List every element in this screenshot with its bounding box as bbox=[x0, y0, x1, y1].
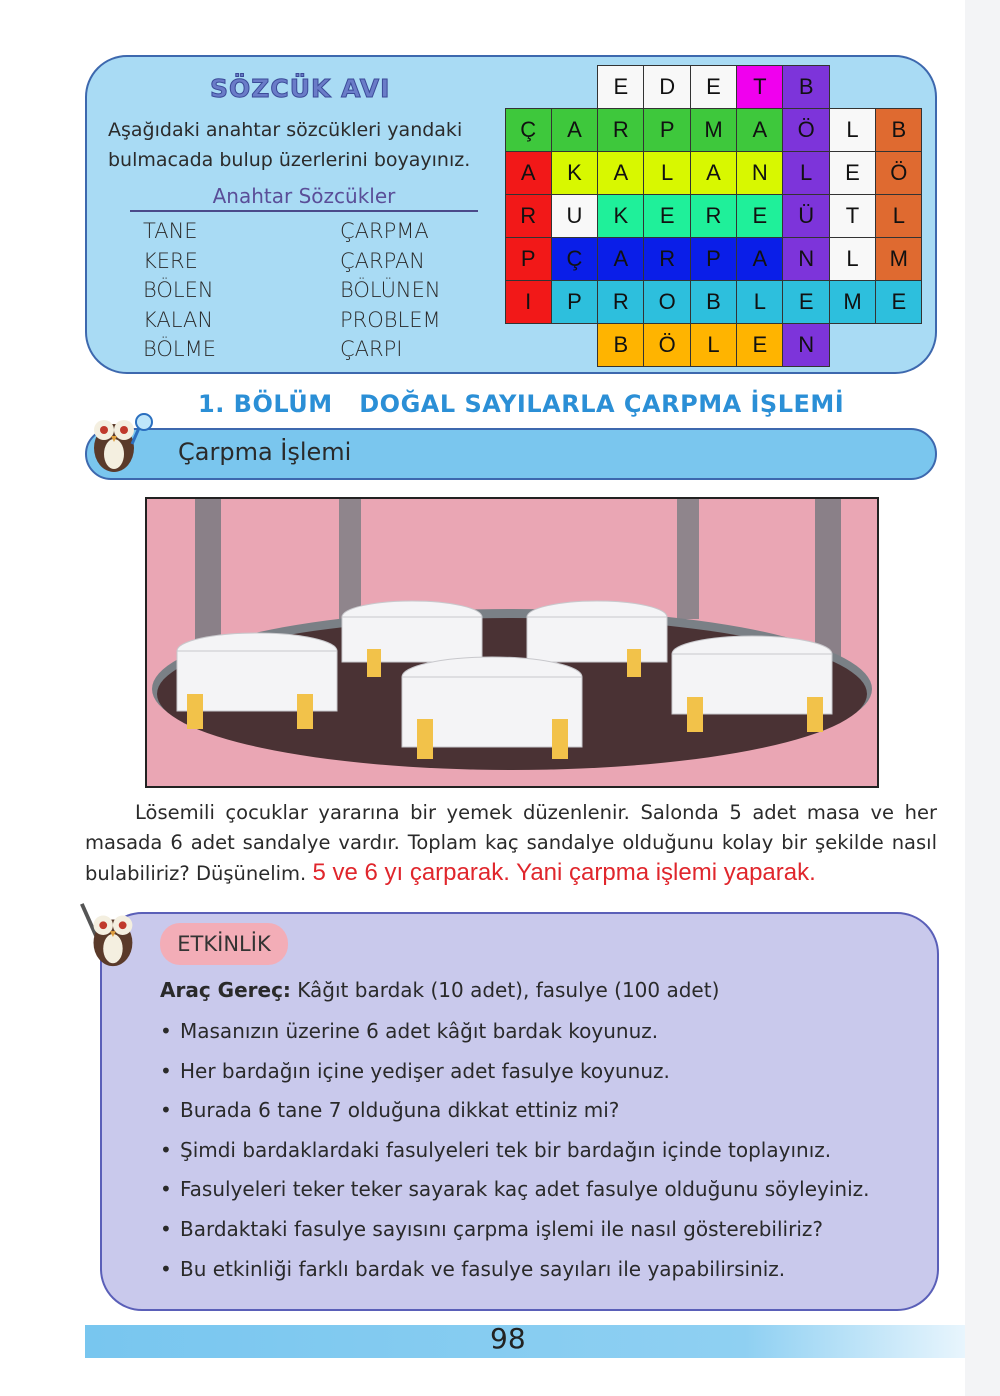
step-text: Fasulyeleri teker teker sayarak kaç adet fasulye olduğunu söyleyiniz. bbox=[180, 1177, 870, 1202]
activity-step bbox=[160, 1014, 870, 1054]
puzzle-cell: R bbox=[597, 280, 644, 324]
bullet-icon: • bbox=[160, 1256, 172, 1281]
puzzle-cell: D bbox=[643, 65, 690, 109]
page-number: 98 bbox=[490, 1322, 526, 1355]
puzzle-cell: M bbox=[875, 237, 922, 281]
puzzle-cell: E bbox=[597, 65, 644, 109]
step-text: Masanızın üzerine 6 adet kâğıt bardak koyunuz. bbox=[180, 1019, 659, 1043]
step-text: Burada 6 tane 7 olduğuna dikkat ettiniz mi? bbox=[180, 1098, 620, 1123]
puzzle-cell: B bbox=[782, 65, 829, 109]
puzzle-cell: E bbox=[782, 280, 829, 324]
puzzle-cell: N bbox=[782, 237, 829, 281]
problem-text: Lösemili çocuklar yararına bir yemek düzenlenir. Salonda 5 adet masa ve her masada 6 adet sandalye vardır. Toplam kaç sandalye olduğunu kolay bir şekilde nasıl bulabiliriz? Düşünelim. bbox=[85, 801, 937, 885]
keywords-right-column bbox=[340, 217, 441, 365]
puzzle-cell: M bbox=[690, 108, 737, 152]
instruction-line: Aşağıdaki anahtar sözcükleri yandaki bbox=[108, 119, 463, 141]
puzzle-cell: R bbox=[690, 194, 737, 238]
step-text: Her bardağın içine yedişer adet fasulye koyunuz. bbox=[180, 1058, 670, 1083]
empty-cell bbox=[875, 65, 922, 109]
keywords-heading: Anahtar Sözcükler bbox=[212, 184, 396, 208]
puzzle-cell: E bbox=[736, 323, 783, 367]
puzzle-cell: L bbox=[829, 108, 876, 152]
keyword: BÖLME bbox=[143, 337, 216, 361]
puzzle-cell: E bbox=[690, 65, 737, 109]
materials-text: Kâğıt bardak (10 adet), fasulye (100 adet) bbox=[297, 978, 720, 1002]
puzzle-cell: N bbox=[736, 151, 783, 195]
bullet-icon: • bbox=[160, 1137, 172, 1162]
puzzle-cell: P bbox=[643, 108, 690, 152]
bullet-icon: • bbox=[160, 1177, 172, 1202]
empty-cell bbox=[551, 323, 598, 367]
step-text: Bu etkinliği farklı bardak ve fasulye sayıları ile yapabilirsiniz. bbox=[180, 1256, 786, 1281]
puzzle-cell: R bbox=[505, 194, 552, 238]
banquet-hall-photo bbox=[145, 497, 879, 788]
puzzle-cell: Ç bbox=[505, 108, 552, 152]
puzzle-cell: E bbox=[829, 151, 876, 195]
puzzle-cell: M bbox=[829, 280, 876, 324]
puzzle-cell: L bbox=[690, 323, 737, 367]
puzzle-cell: K bbox=[551, 151, 598, 195]
empty-cell bbox=[505, 65, 552, 109]
keyword: PROBLEM bbox=[340, 307, 441, 332]
empty-cell bbox=[505, 323, 552, 367]
puzzle-cell: P bbox=[690, 237, 737, 281]
materials-label: Araç Gereç: bbox=[160, 978, 291, 1002]
puzzle-cell: Ü bbox=[782, 194, 829, 238]
puzzle-cell: L bbox=[875, 194, 922, 238]
empty-cell bbox=[829, 323, 876, 367]
keyword: BÖLEN bbox=[143, 278, 214, 302]
puzzle-cell: A bbox=[736, 237, 783, 281]
keyword: KERE bbox=[143, 248, 198, 273]
keyword: ÇARPI bbox=[340, 337, 403, 361]
owl-pencil-icon bbox=[76, 900, 146, 970]
puzzle-cell: Ö bbox=[782, 108, 829, 152]
activity-step bbox=[160, 1172, 870, 1212]
puzzle-cell: A bbox=[551, 108, 598, 152]
problem-paragraph bbox=[85, 798, 937, 889]
keyword: ÇARPMA bbox=[340, 219, 429, 243]
puzzle-cell: R bbox=[597, 108, 644, 152]
puzzle-cell: L bbox=[782, 151, 829, 195]
step-text: Bardaktaki fasulye sayısını çarpma işlemi ile nasıl gösterebiliriz? bbox=[180, 1216, 823, 1241]
keyword: ÇARPAN bbox=[340, 248, 426, 273]
keywords-divider bbox=[130, 210, 478, 212]
chapter-heading: 1. BÖLÜM DOĞAL SAYILARLA ÇARPMA İŞLEMİ bbox=[198, 390, 845, 418]
empty-cell bbox=[875, 323, 922, 367]
puzzle-cell: A bbox=[597, 151, 644, 195]
puzzle-cell: E bbox=[736, 194, 783, 238]
keywords-left-column bbox=[143, 217, 216, 365]
puzzle-cell: B bbox=[875, 108, 922, 152]
puzzle-cell: O bbox=[643, 280, 690, 324]
puzzle-cell: L bbox=[829, 237, 876, 281]
instruction-line: bulmacada bulup üzerlerini boyayınız. bbox=[108, 149, 471, 171]
activity-step bbox=[160, 1054, 870, 1094]
word-hunt-title: SÖZCÜK AVI bbox=[210, 74, 391, 103]
puzzle-cell: T bbox=[829, 194, 876, 238]
step-text: Şimdi bardaklardaki fasulyeleri tek bir bardağın içinde toplayınız. bbox=[180, 1137, 832, 1162]
puzzle-cell: L bbox=[643, 151, 690, 195]
activity-step bbox=[160, 1252, 870, 1292]
puzzle-cell: A bbox=[690, 151, 737, 195]
word-puzzle-grid bbox=[505, 65, 922, 366]
puzzle-cell: R bbox=[643, 237, 690, 281]
bullet-icon: • bbox=[160, 1019, 172, 1043]
word-hunt-instruction bbox=[108, 115, 470, 175]
section-title: Çarpma İşlemi bbox=[178, 438, 352, 466]
puzzle-cell: I bbox=[505, 280, 552, 324]
puzzle-cell: Ö bbox=[643, 323, 690, 367]
owl-magnifier-icon bbox=[84, 404, 156, 476]
empty-cell bbox=[551, 65, 598, 109]
activity-step bbox=[160, 1093, 870, 1133]
page-margin bbox=[965, 0, 1000, 1396]
activity-badge: ETKİNLİK bbox=[160, 923, 288, 965]
puzzle-cell: B bbox=[597, 323, 644, 367]
bullet-icon: • bbox=[160, 1098, 172, 1123]
activity-step bbox=[160, 1212, 870, 1252]
keyword: TANE bbox=[143, 219, 198, 243]
puzzle-cell: K bbox=[597, 194, 644, 238]
bullet-icon: • bbox=[160, 1216, 172, 1241]
puzzle-cell: A bbox=[736, 108, 783, 152]
puzzle-cell: Ç bbox=[551, 237, 598, 281]
puzzle-cell: A bbox=[505, 151, 552, 195]
puzzle-cell: N bbox=[782, 323, 829, 367]
puzzle-cell: P bbox=[551, 280, 598, 324]
activity-step bbox=[160, 1133, 870, 1173]
puzzle-cell: T bbox=[736, 65, 783, 109]
bullet-icon: • bbox=[160, 1058, 172, 1083]
banquet-illustration bbox=[147, 499, 877, 786]
puzzle-cell: P bbox=[505, 237, 552, 281]
empty-cell bbox=[829, 65, 876, 109]
handwritten-answer: 5 ve 6 yı çarparak. Yani çarpma işlemi yaparak. bbox=[312, 859, 816, 886]
materials-line bbox=[160, 978, 719, 1002]
keyword: BÖLÜNEN bbox=[340, 278, 441, 302]
puzzle-cell: Ö bbox=[875, 151, 922, 195]
puzzle-cell: A bbox=[597, 237, 644, 281]
puzzle-cell: L bbox=[736, 280, 783, 324]
puzzle-cell: E bbox=[643, 194, 690, 238]
puzzle-cell: U bbox=[551, 194, 598, 238]
activity-steps bbox=[160, 1014, 870, 1291]
keyword: KALAN bbox=[143, 307, 214, 332]
puzzle-cell: E bbox=[875, 280, 922, 324]
puzzle-cell: B bbox=[690, 280, 737, 324]
